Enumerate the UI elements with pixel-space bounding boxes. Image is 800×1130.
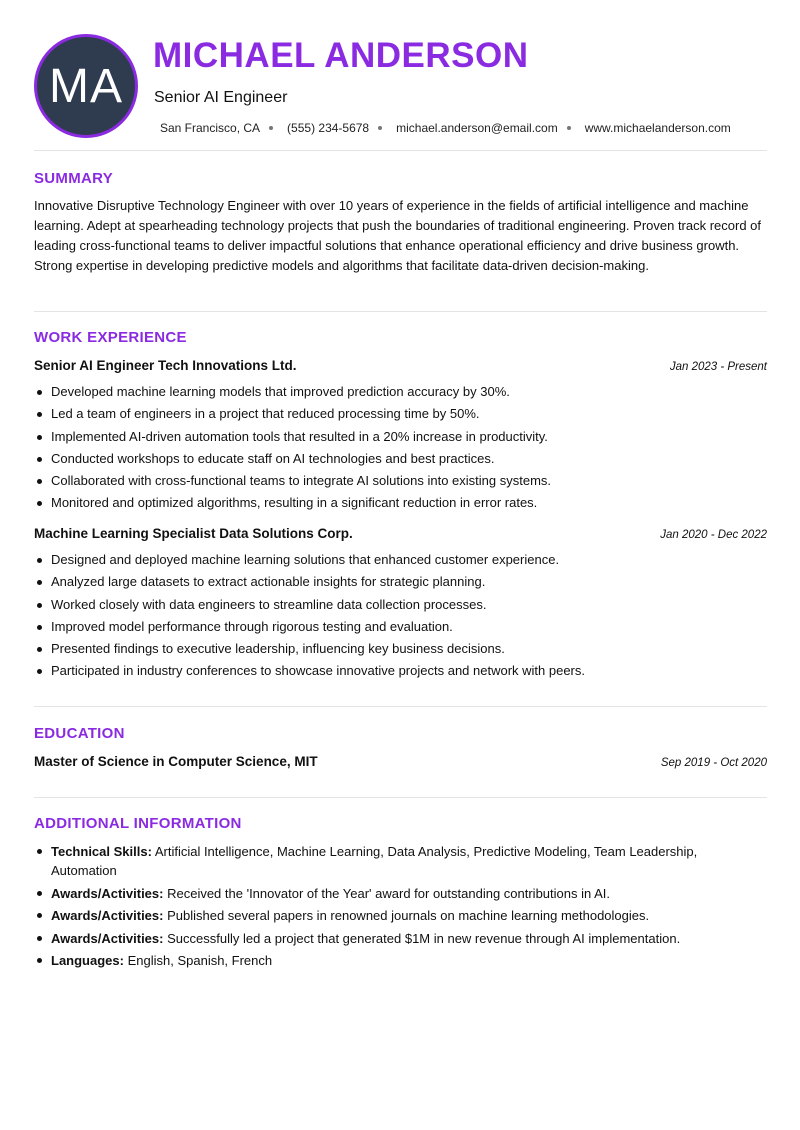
job-bullet: Developed machine learning models that improved prediction accuracy by 30%.: [34, 383, 767, 405]
additional-info-item: [34, 929, 734, 948]
job-header: [34, 358, 767, 373]
contact-website[interactable]: www.michaelanderson.com: [584, 121, 731, 135]
additional-info-list: [34, 842, 734, 974]
divider: [34, 150, 767, 151]
job-bullet: Collaborated with cross-functional teams to integrate AI solutions into existing systems.: [34, 472, 767, 494]
item-text: Artificial Intelligence, Machine Learning, Data Analysis, Predictive Modeling, Team Leadership, Automation: [51, 844, 698, 878]
education-dates: Sep 2019 - Oct 2020: [660, 757, 767, 769]
job-bullet: Presented findings to executive leadership, influencing key business decisions.: [34, 640, 767, 662]
job-bullet: Analyzed large datasets to extract actionable insights for strategic planning.: [34, 573, 767, 595]
additional-info-item: [34, 842, 734, 880]
contact-email[interactable]: michael.anderson@email.com: [396, 121, 558, 135]
divider: [34, 706, 767, 707]
item-text: English, Spanish, French: [127, 953, 273, 968]
summary-text: Innovative Disruptive Technology Engineer with over 10 years of experience in the fields of artificial intelligence and machine learning. Adept at spearheading technology projects that push the boundaries of traditional engineering. Proven track record of leading cross-functional teams to deliver impactful solutions that enhance operational efficiency and drive business growth. Strong expertise in developing predictive models and algorithms that facilitate data-driven decision-making.: [34, 198, 762, 273]
item-text: Successfully led a project that generated $1M in new revenue through AI implementation.: [167, 930, 681, 946]
job-header: [34, 526, 767, 541]
job-title: Senior AI Engineer Tech Innovations Ltd.: [34, 358, 297, 373]
candidate-title: Senior AI Engineer: [154, 89, 288, 106]
job-dates: Jan 2020 - Dec 2022: [660, 529, 767, 541]
avatar: [34, 34, 138, 138]
item-label: Languages:: [51, 953, 124, 968]
job-bullet: Led a team of engineers in a project that reduced processing time by 50%.: [34, 405, 767, 427]
item-text: Published several papers in renowned journals on machine learning methodologies.: [167, 908, 650, 923]
item-text: Received the 'Innovator of the Year' award for outstanding contributions in AI.: [167, 885, 611, 901]
additional-info-item: [34, 884, 734, 903]
job-bullet: Implemented AI-driven automation tools that resulted in a 20% increase in productivity.: [34, 428, 767, 450]
separator-dot: [269, 126, 273, 130]
candidate-name: MICHAEL ANDERSON: [153, 36, 529, 75]
job-bullet-list: [34, 551, 767, 685]
contact-phone: (555) 234-5678: [287, 121, 370, 135]
additional-info-item: [34, 951, 734, 970]
job-bullet: Participated in industry conferences to showcase innovative projects and network with peers.: [34, 662, 767, 684]
job-bullet-list: [34, 383, 767, 517]
item-label: Awards/Activities:: [51, 930, 164, 946]
work-experience-heading: WORK EXPERIENCE: [34, 329, 187, 346]
job-title: Machine Learning Specialist Data Solutions Corp.: [34, 526, 353, 541]
separator-dot: [567, 126, 571, 130]
job-bullet: Conducted workshops to educate staff on AI technologies and best practices.: [34, 450, 767, 472]
item-label: Awards/Activities:: [51, 885, 164, 901]
job-dates: Jan 2023 - Present: [669, 361, 767, 373]
avatar-initials: MA: [49, 59, 123, 113]
contact-location: San Francisco, CA: [160, 121, 261, 135]
education-heading: EDUCATION: [34, 725, 125, 742]
contact-bar: [160, 121, 731, 135]
divider: [34, 311, 767, 312]
summary-heading: SUMMARY: [34, 170, 114, 187]
job-bullet: Designed and deployed machine learning solutions that enhanced customer experience.: [34, 551, 767, 573]
item-label: Technical Skills:: [51, 844, 152, 859]
additional-info-item: [34, 906, 734, 925]
education-entry: [34, 754, 767, 769]
job-bullet: Improved model performance through rigorous testing and evaluation.: [34, 618, 767, 640]
job-bullet: Monitored and optimized algorithms, resulting in a significant reduction in error rates.: [34, 494, 767, 516]
education-degree: Master of Science in Computer Science, MIT: [34, 754, 318, 769]
item-label: Awards/Activities:: [51, 908, 164, 923]
separator-dot: [378, 126, 382, 130]
additional-info-heading: ADDITIONAL INFORMATION: [34, 815, 242, 832]
job-bullet: Worked closely with data engineers to streamline data collection processes.: [34, 596, 767, 618]
divider: [34, 797, 767, 798]
